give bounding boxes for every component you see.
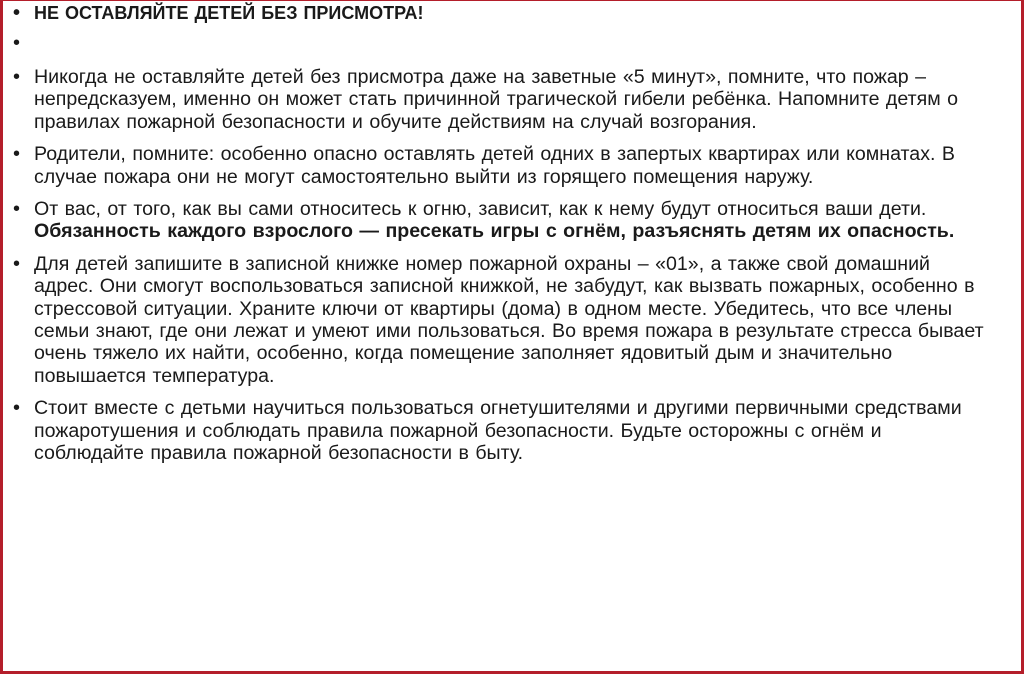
empty-bullet xyxy=(13,32,993,54)
bullet-icon: • xyxy=(13,252,21,275)
bullet-icon: • xyxy=(13,32,21,54)
bullet-icon: • xyxy=(13,198,21,221)
paragraph-bold-text: Обязанность каждого взрослого — пресекать игры с огнём, разъяснять детям их опасность. xyxy=(34,220,955,243)
paragraph-text: Родители, помните: особенно опасно оставлять детей одних в запертых квартирах или комнатах. В случае пожара они не могут самостоятельно выйти из горящего помещения наружу. xyxy=(34,143,955,188)
paragraph-phone-keys xyxy=(13,253,993,387)
bullet-icon: • xyxy=(13,2,21,24)
bullet-icon: • xyxy=(13,397,21,420)
bullet-list xyxy=(13,2,993,465)
paragraph-supervision xyxy=(13,66,993,133)
paragraph-extinguishers xyxy=(13,397,993,464)
paragraph-text: Никогда не оставляйте детей без присмотра даже на заветные «5 минут», помните, что пожар – непредсказуем, именно он может стать причинной трагической гибели ребёнка. Напомните детям о правилах пожарной безопасности и обучите действиям на случай возгорания. xyxy=(34,66,959,133)
title-text: НЕ ОСТАВЛЯЙТЕ ДЕТЕЙ БЕЗ ПРИСМОТРА! xyxy=(34,3,424,23)
paragraph-adult-duty xyxy=(13,198,993,243)
paragraph-text: От вас, от того, как вы сами относитесь к огню, зависит, как к нему будут относиться ваши дети. xyxy=(34,198,927,221)
paragraph-locked-rooms xyxy=(13,143,993,188)
slide-title xyxy=(13,2,993,24)
bullet-icon: • xyxy=(13,143,21,166)
bullet-icon: • xyxy=(13,66,21,88)
paragraph-text: Стоит вместе с детьми научиться пользоваться огнетушителями и другими первичными средствами пожаротушения и соблюдать правила пожарной безопасности. Будьте осторожны с огнём и соблюдайте правила пожарной безопасности в быту. xyxy=(34,397,962,465)
paragraph-text: Для детей запишите в записной книжке номер пожарной охраны – «01», а также свой домашний адрес. Они смогут воспользоваться записной книжкой, не забудут, как вызвать пожарных, особенно в стрессовой ситуации. Храните ключи от квартиры (дома) в одном месте. Убедитесь, что все члены семьи знают, где они лежат и умеют ими пользоваться. Во время пожара в результате стресса бывает очень тяжело их найти, особенно, когда помещение заполняет ядовитый дым и значительно повышается температура. xyxy=(34,252,984,387)
slide-content xyxy=(13,1,993,475)
